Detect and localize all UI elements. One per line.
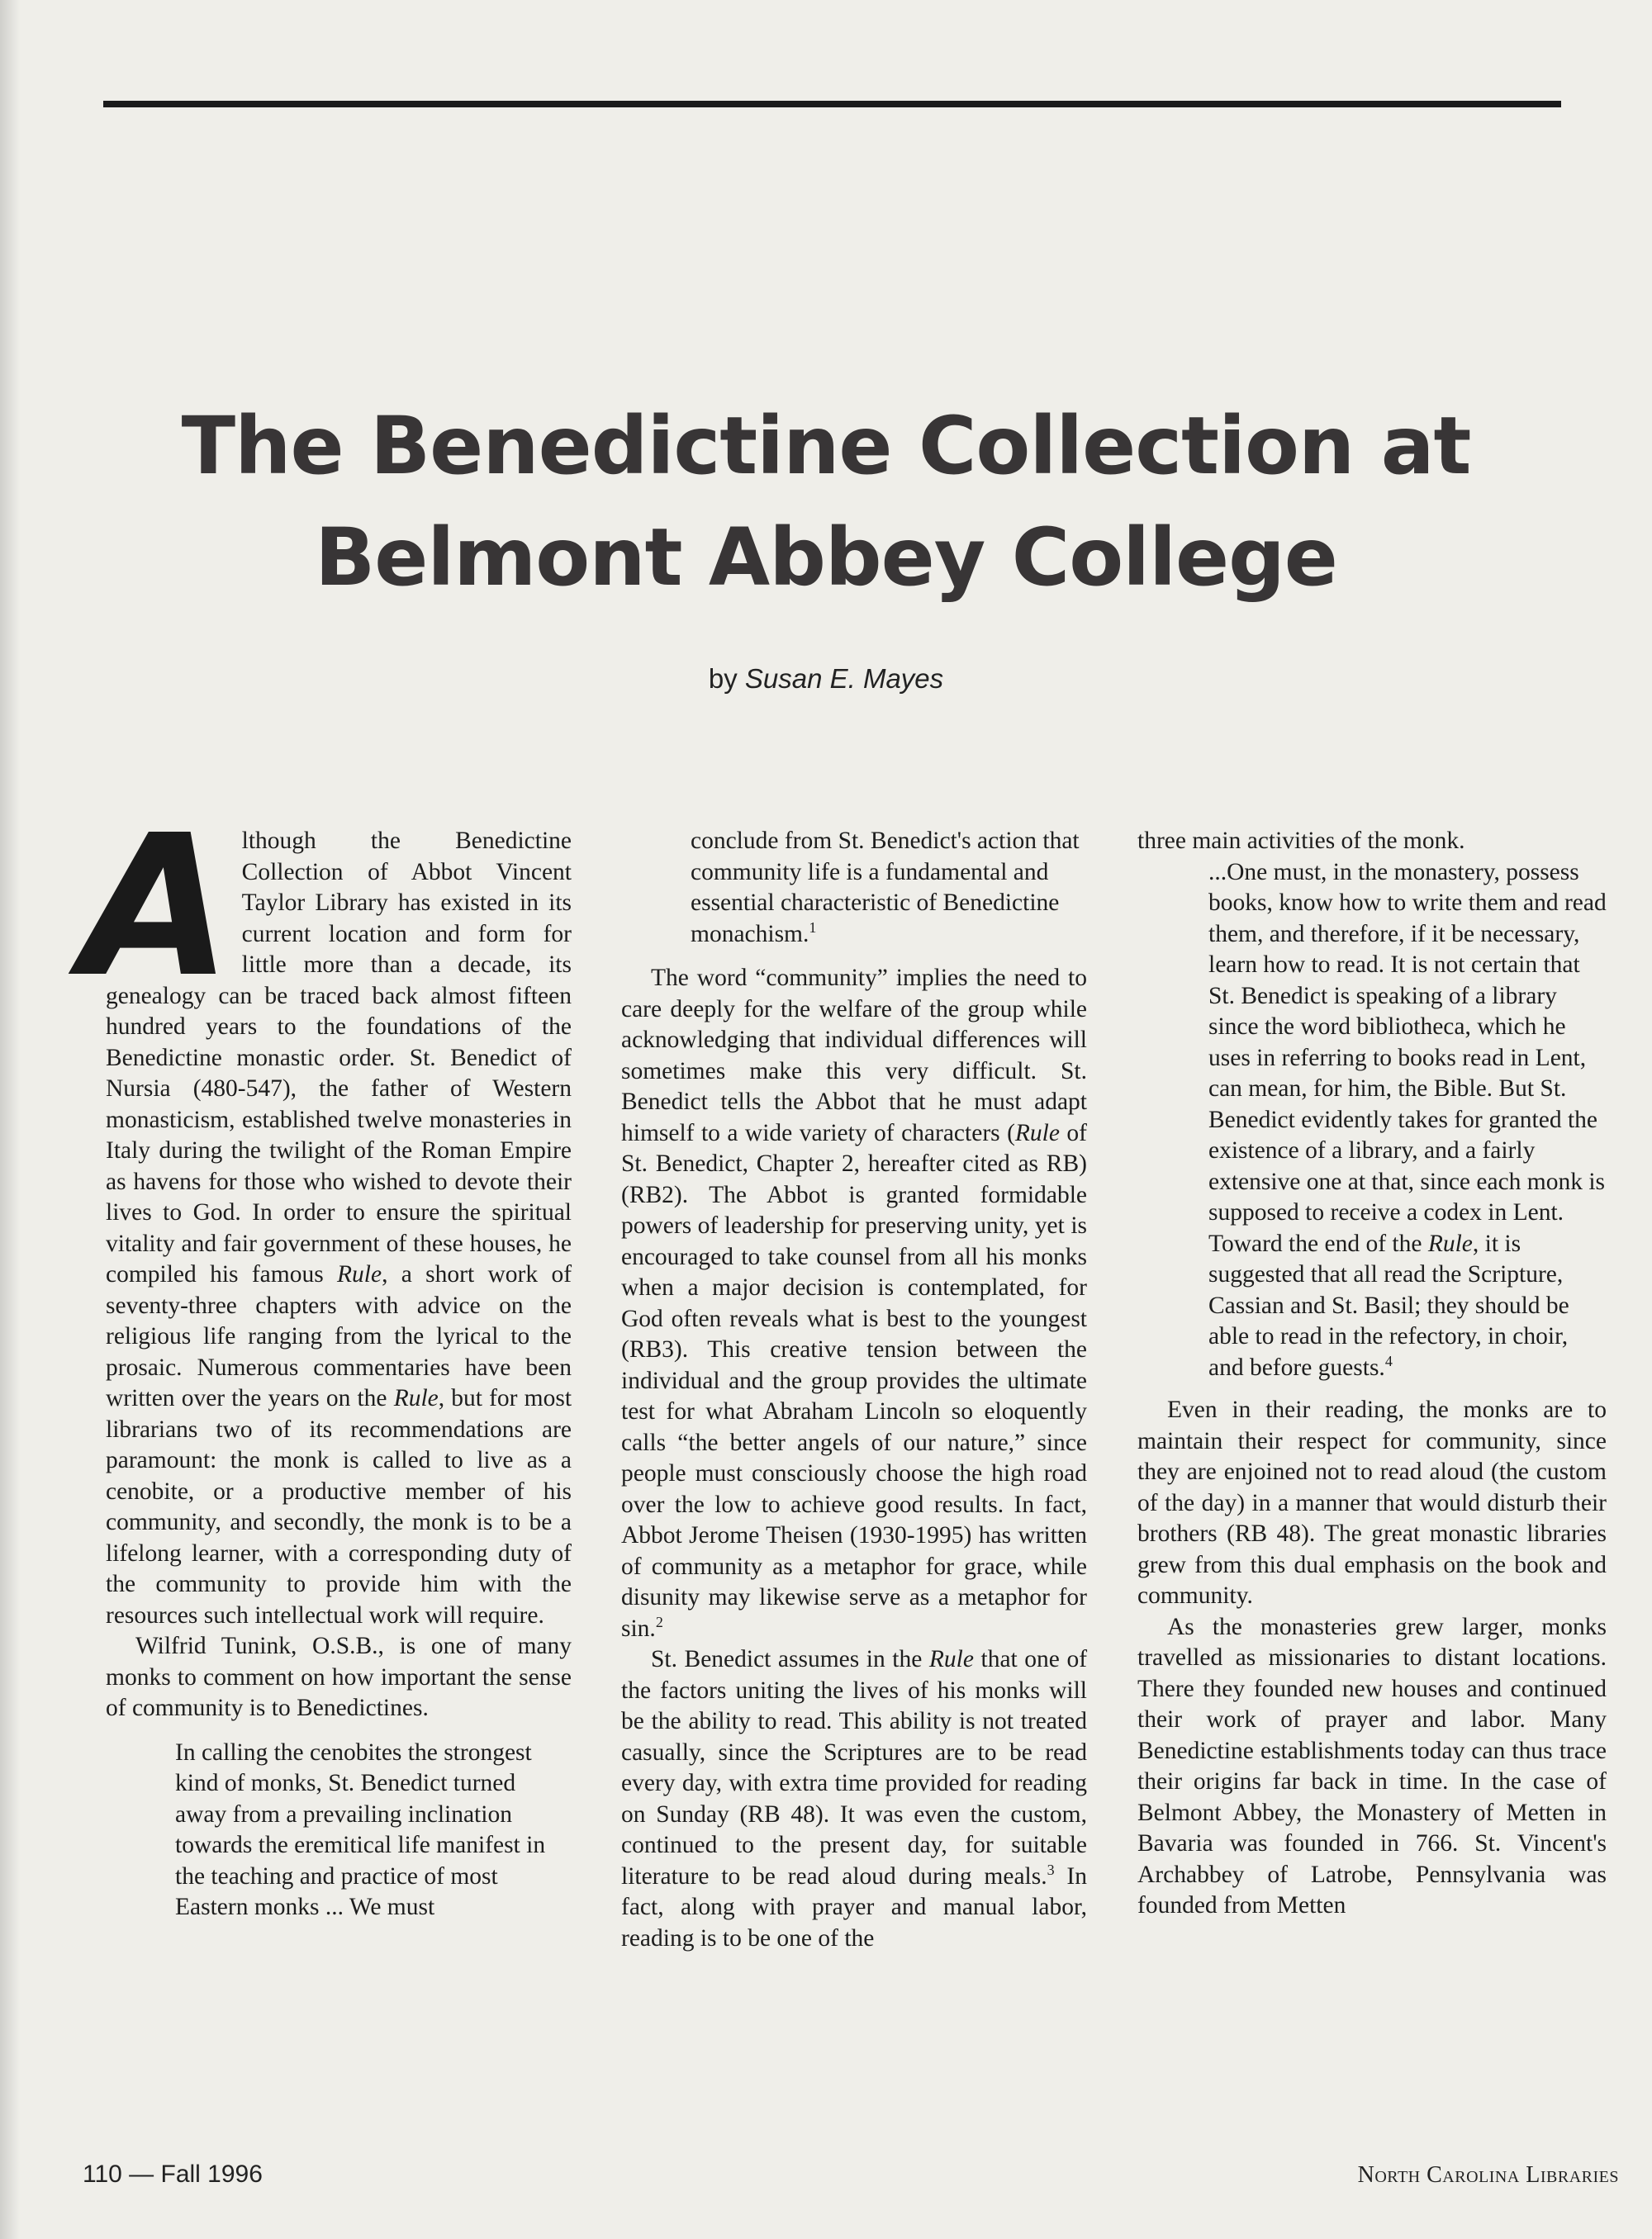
column-1: [81, 793, 572, 1924]
drop-cap: A: [81, 793, 232, 1020]
footnote-ref: 1: [809, 918, 817, 936]
paragraph: St. Benedict assumes in the Rule that one of the factors uniting the lives of his monks will be the ability to read. This ability is not treated casually, since the Scriptures are to be read every day, with extra time provided for reading on Sunday (RB 48). It was even the custom, continued to the present day, for suitable literature to be read aloud during meals.$^3$ In fact, along with prayer and manual labor, reading is to be one of the: [621, 1646, 1088, 1952]
paragraph: As the monasteries grew larger, monks travelled as missionaries to distant locations. There they founded new houses and continued their work of prayer and labor. Many Benedictine establishments today can thus trace their origins far back in time. In the case of Belmont Abbey, the Monastery of Metten in Bavaria was founded in 766. St. Vincent's Archabbey of Latrobe, Pennsylvania was founded from Metten: [1137, 1613, 1607, 1919]
block-quote: conclude from St. Benedict's action that community life is a fundamental and essential characteristic of Benedictine monachism.$^1$: [691, 828, 1080, 947]
paragraph: Even in their reading, the monks are to maintain their respect for community, since they are enjoined not to read aloud (the custom of the day) in a manner that would disturb their brothers (RB 48). The great monastic libraries grew from this dual emphasis on the book and community.: [1137, 1397, 1607, 1609]
column-2: [621, 826, 1087, 1954]
paragraph: three main activities of the monk.: [1137, 828, 1465, 854]
footnote-ref: 3: [1047, 1861, 1055, 1878]
footnote-ref: 4: [1384, 1352, 1393, 1369]
author-name: Susan E. Mayes: [744, 663, 944, 694]
page-edge-shadow: [0, 0, 20, 2239]
footnote-ref: 2: [655, 1613, 663, 1630]
journal-name-footer: North Carolina Libraries: [1357, 2162, 1619, 2188]
paragraph: Wilfrid Tunink, O.S.B., is one of many monks to comment on how important the sense of community is to Benedictines.: [106, 1633, 572, 1721]
block-quote: In calling the cenobites the strongest kind of monks, St. Benedict turned away from a prevailing inclination towards the eremitical life manifest in the teaching and practice of most Eastern monks ... We must: [175, 1739, 546, 1920]
paragraph: Although the Benedictine Collection of Abbot Vincent Taylor Library has existed in its current location and form for little more than a decade, its genealogy can be traced back almost fifteen hundred years to the foundations of the Benedictine monastic order. St. Benedict of Nursia (480-547), the father of Western monasticism, established twelve monasteries in Italy during the twilight of the Roman Empire as havens for those who wished to devote their lives to God. In order to ensure the spiritual vitality and fair government of these houses, he compiled his famous Rule, a short work of seventy-three chapters with advice on the religious life ranging from the lyrical to the prosaic. Numerous commentaries have been written over the years on the Rule, but for most librarians two of its recommendations are paramount: the monk is called to live as a cenobite, or a productive member of his community, and secondly, the monk is to be a lifelong learner, with a corresponding duty of the community to provide him with the resources such intellectual work will require.: [81, 793, 572, 1629]
top-rule: [103, 101, 1561, 107]
byline: [0, 663, 1652, 695]
article-title-line-2: Belmont Abbey College: [315, 511, 1337, 604]
article-title-line-1: The Benedictine Collection at: [181, 400, 1471, 492]
column-3: [1137, 826, 1607, 1922]
byline-prefix: by: [708, 663, 738, 694]
page-number-footer: 110 — Fall 1996: [83, 2161, 263, 2188]
paragraph: The word “community” implies the need to care deeply for the welfare of the group while acknowledging that individual differences will sometimes make this very difficult. St. Benedict tells the Abbot that he must adapt himself to a wide variety of characters (Rule of St. Benedict, Chapter 2, hereafter cited as RB) (RB2). The Abbot is granted formidable powers of leadership for preserving unity, yet is encouraged to take counsel from all his monks when a major decision is contemplated, for God often reveals what is best to the youngest (RB3). This creative tension between the individual and the group provides the ultimate test for what Abraham Lincoln so eloquently calls “the better angels of our nature,” since people must consciously choose the high road over the low to achieve good results. In fact, Abbot Jerome Theisen (1930-1995) has written of community as a metaphor for grace, while disunity may likewise serve as a metaphor for sin.$^2$: [621, 965, 1087, 1642]
block-quote: ...One must, in the monastery, possess books, know how to write them and read them, and therefore, if it be necessary, learn how to read. It is not certain that St. Benedict is speaking of a library since the word bibliotheca, which he uses in referring to books read in Lent, can mean, for him, the Bible. But St. Benedict evidently takes for granted the existence of a library, and a fairly extensive one at that, since each monk is supposed to receive a codex in Lent. Toward the end of the Rule, it is suggested that all read the Scripture, Cassian and St. Basil; they should be able to read in the refectory, in choir, and before guests.$^4$: [1208, 858, 1607, 1381]
